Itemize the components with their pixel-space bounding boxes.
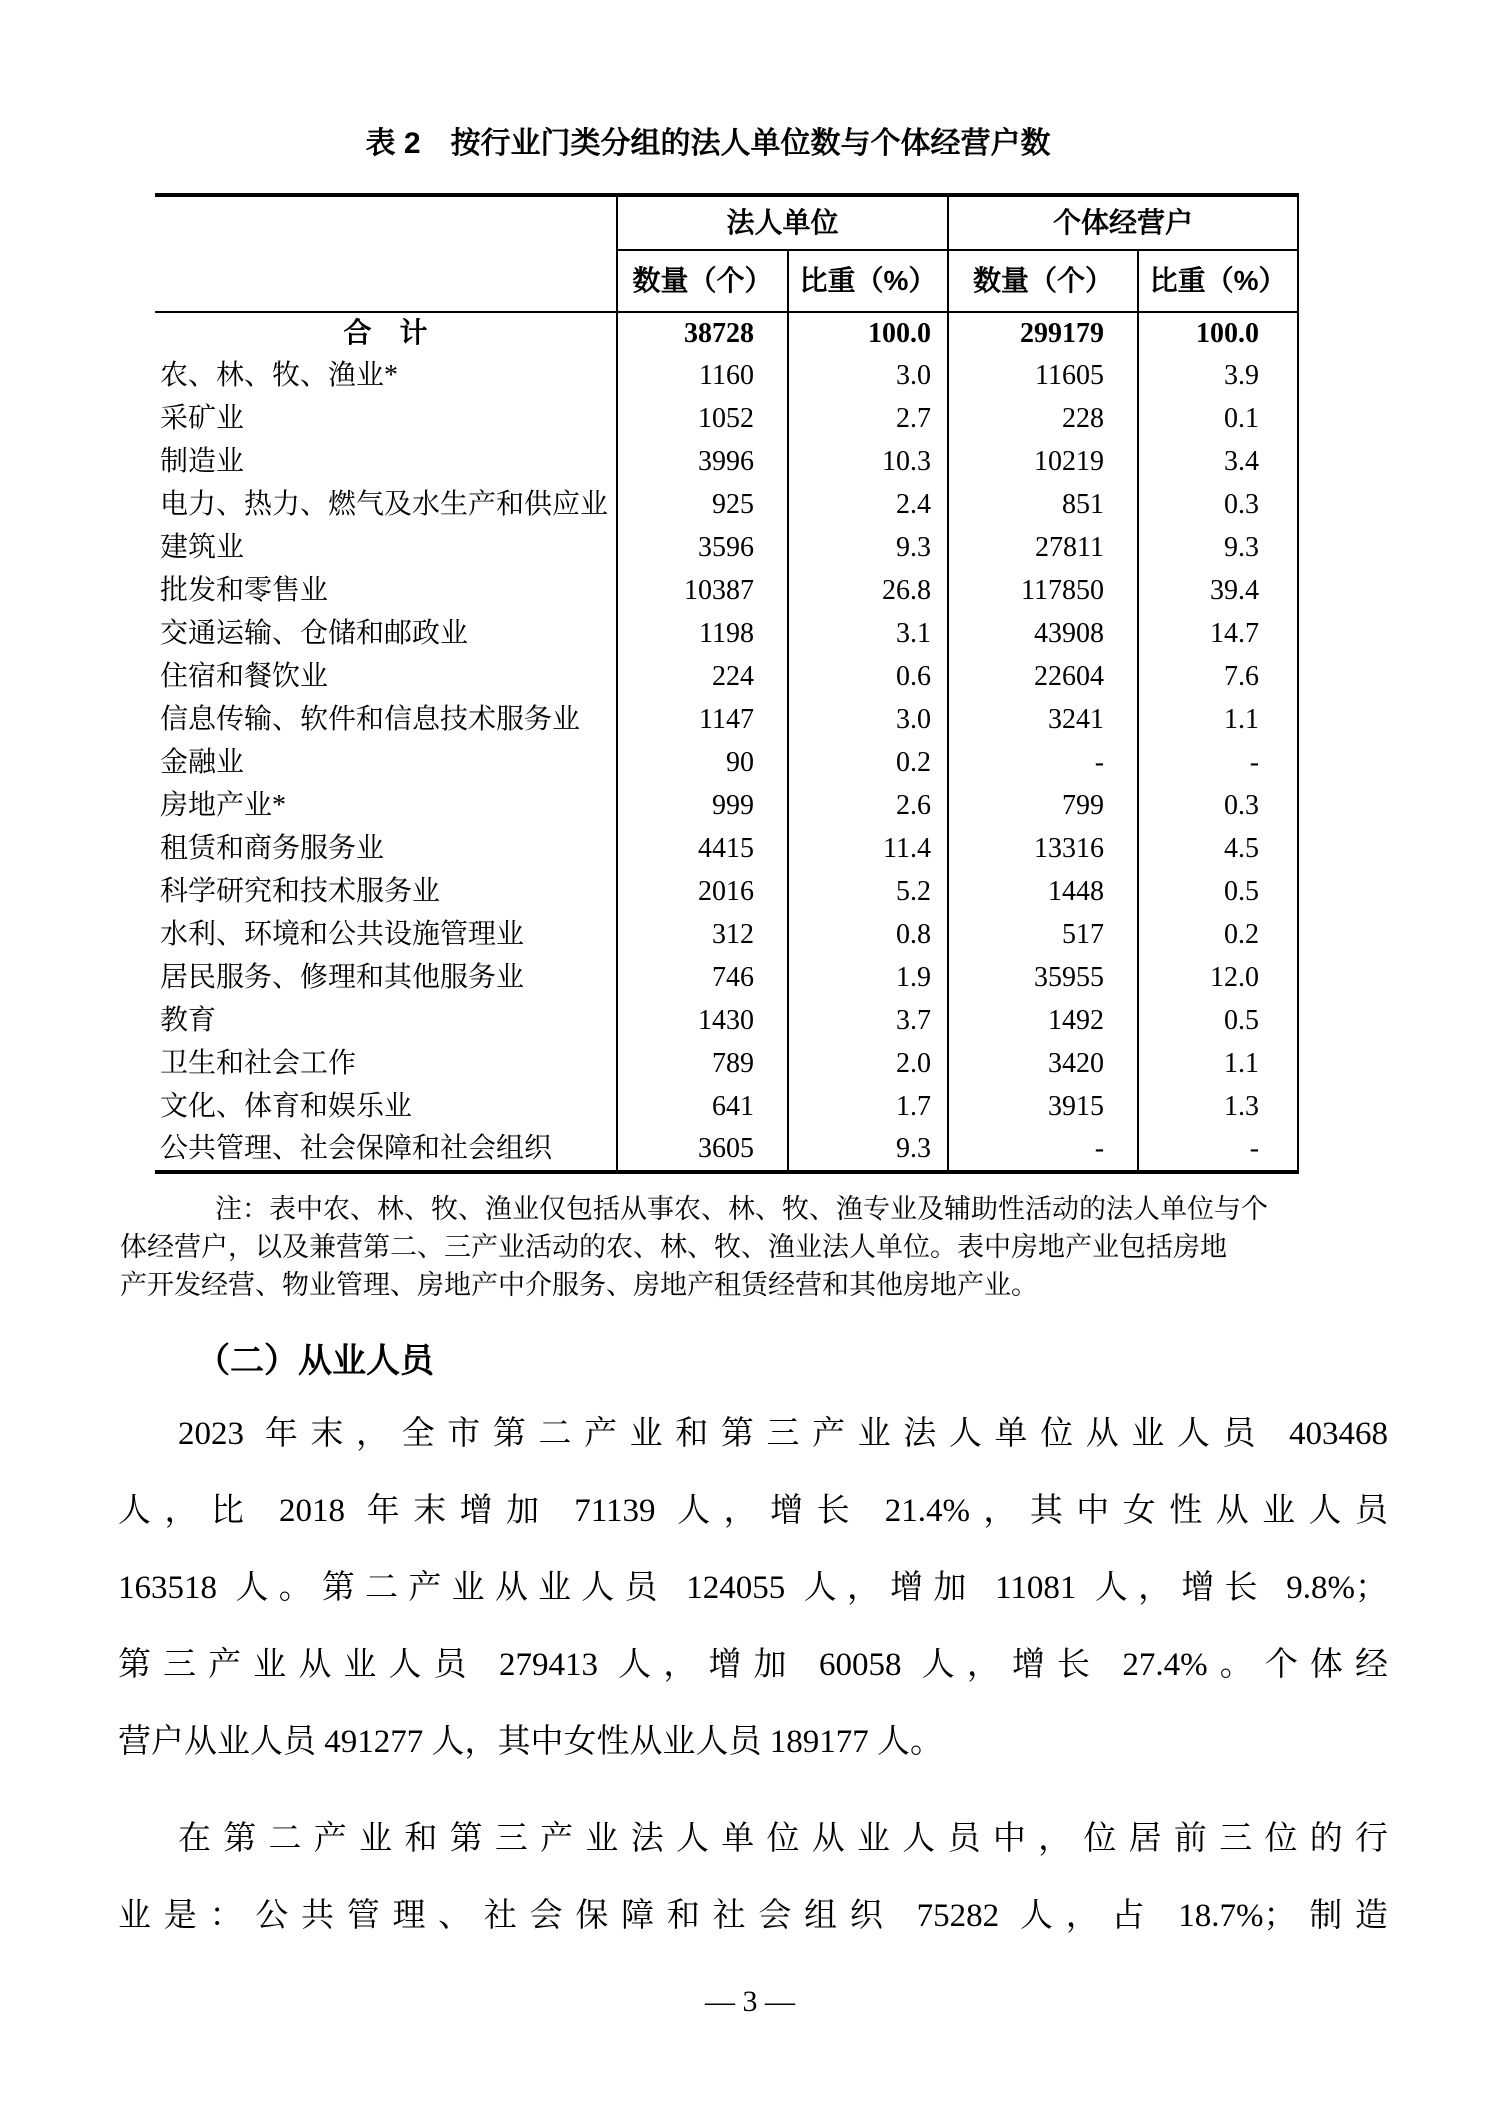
cell-value: 9.3	[788, 1129, 948, 1172]
cell-value: 2.6	[788, 785, 948, 828]
row-label: 住宿和餐饮业	[160, 661, 329, 693]
subheader-quantity-legal: 数量（个）	[617, 250, 788, 312]
table-row	[155, 355, 1298, 398]
subheader-share-individual: 比重（%）	[1138, 250, 1298, 312]
cell-value: 117850	[948, 570, 1138, 613]
table-row	[155, 312, 1298, 355]
row-label: 农、林、牧、渔业*	[160, 360, 399, 392]
table-row	[155, 441, 1298, 484]
cell-value: 925	[617, 484, 788, 527]
table-row	[155, 1086, 1298, 1129]
cell-value: 0.1	[1138, 398, 1298, 441]
cell-value: 999	[617, 785, 788, 828]
note-line: 注：表中农、林、牧、渔业仅包括从事农、林、牧、渔专业及辅助性活动的法人单位与个	[215, 1194, 1268, 1224]
cell-value: 26.8	[788, 570, 948, 613]
industry-table	[155, 193, 1299, 1174]
table-row	[155, 570, 1298, 613]
cell-value: 1430	[617, 1000, 788, 1043]
cell-value: 38728	[617, 312, 788, 355]
cell-value: 3.9	[1138, 355, 1298, 398]
table-row	[155, 785, 1298, 828]
cell-value: 3.4	[1138, 441, 1298, 484]
subheader-quantity-individual: 数量（个）	[948, 250, 1138, 312]
note-line: 体经营户，以及兼营第二、三产业活动的农、林、牧、渔业法人单位。表中房地产业包括房地	[120, 1232, 1227, 1262]
cell-value: 10387	[617, 570, 788, 613]
cell-value: 641	[617, 1086, 788, 1129]
cell-value: 0.6	[788, 656, 948, 699]
cell-value: 1147	[617, 699, 788, 742]
text-line: 163518 人。第二产业从业人员 124055 人，增加 11081 人，增长 9.8%；	[118, 1570, 1388, 1606]
cell-value: 1052	[617, 398, 788, 441]
table-row	[155, 957, 1298, 1000]
paragraph	[118, 1396, 1388, 1781]
cell-value: 1.3	[1138, 1086, 1298, 1129]
text-line: 第三产业从业人员 279413 人，增加 60058 人，增长 27.4%。个体经	[118, 1647, 1388, 1683]
cell-value: -	[948, 1129, 1138, 1172]
cell-value: 7.6	[1138, 656, 1298, 699]
cell-value: 0.5	[1138, 1000, 1298, 1043]
row-label: 房地产业*	[160, 790, 287, 822]
table-row	[155, 398, 1298, 441]
row-label: 科学研究和技术服务业	[160, 876, 441, 908]
cell-value: 11.4	[788, 828, 948, 871]
table-row	[155, 1000, 1298, 1043]
cell-value: 2016	[617, 871, 788, 914]
text-line: 人，比 2018 年末增加 71139 人，增长 21.4%，其中女性从业人员	[118, 1493, 1388, 1529]
cell-value: 10219	[948, 441, 1138, 484]
text-line: 在第二产业和第三产业法人单位从业人员中，位居前三位的行	[178, 1821, 1388, 1857]
table-row	[155, 914, 1298, 957]
cell-value: 224	[617, 656, 788, 699]
cell-value: 90	[617, 742, 788, 785]
cell-value: 0.3	[1138, 785, 1298, 828]
row-label: 信息传输、软件和信息技术服务业	[160, 704, 581, 736]
cell-value: 3420	[948, 1043, 1138, 1086]
section-paragraphs	[118, 1396, 1388, 1955]
table-header	[155, 195, 1298, 312]
row-label: 文化、体育和娱乐业	[160, 1091, 413, 1123]
cell-value: 39.4	[1138, 570, 1298, 613]
cell-value: 0.8	[788, 914, 948, 957]
table-row	[155, 527, 1298, 570]
cell-value: 27811	[948, 527, 1138, 570]
cell-value: 4.5	[1138, 828, 1298, 871]
cell-value: -	[1138, 742, 1298, 785]
row-label: 电力、热力、燃气及水生产和供应业	[160, 489, 609, 521]
row-label: 合 计	[343, 317, 428, 349]
cell-value: 517	[948, 914, 1138, 957]
cell-value: 3.0	[788, 355, 948, 398]
group-header-legal-units: 法人单位	[617, 195, 948, 250]
table-title: 表 2 按行业门类分组的法人单位数与个体经营户数	[365, 127, 1051, 160]
cell-value: 22604	[948, 656, 1138, 699]
cell-value: 299179	[948, 312, 1138, 355]
cell-value: 1160	[617, 355, 788, 398]
cell-value: 746	[617, 957, 788, 1000]
cell-value: 2.0	[788, 1043, 948, 1086]
text-line: 营户从业人员 491277 人，其中女性从业人员 189177 人。	[118, 1724, 943, 1760]
cell-value: 14.7	[1138, 613, 1298, 656]
cell-value: 851	[948, 484, 1138, 527]
row-label: 批发和零售业	[160, 575, 329, 607]
page-number: — 3 —	[705, 1985, 795, 2018]
text-line: 业是：公共管理、社会保障和社会组织 75282 人，占 18.7%；制造	[118, 1898, 1388, 1934]
table-row	[155, 1129, 1298, 1172]
row-label: 租赁和商务服务业	[160, 833, 385, 865]
table-row	[155, 656, 1298, 699]
table-row	[155, 742, 1298, 785]
table-row	[155, 1043, 1298, 1086]
note-line: 产开发经营、物业管理、房地产中介服务、房地产租赁经营和其他房地产业。	[120, 1270, 1038, 1300]
row-label: 卫生和社会工作	[160, 1048, 357, 1080]
row-label: 制造业	[160, 446, 245, 478]
cell-value: 1492	[948, 1000, 1138, 1043]
cell-value: 0.2	[1138, 914, 1298, 957]
row-label: 采矿业	[160, 403, 245, 435]
cell-value: 10.3	[788, 441, 948, 484]
cell-value: 3996	[617, 441, 788, 484]
cell-value: 789	[617, 1043, 788, 1086]
cell-value: 1448	[948, 871, 1138, 914]
table-note	[120, 1190, 1388, 1304]
cell-value: 0.3	[1138, 484, 1298, 527]
cell-value: 799	[948, 785, 1138, 828]
cell-value: 0.2	[788, 742, 948, 785]
table-row	[155, 828, 1298, 871]
table-row	[155, 699, 1298, 742]
cell-value: 9.3	[1138, 527, 1298, 570]
subheader-share-legal: 比重（%）	[788, 250, 948, 312]
cell-value: 11605	[948, 355, 1138, 398]
row-label: 交通运输、仓储和邮政业	[160, 618, 469, 650]
cell-value: 43908	[948, 613, 1138, 656]
cell-value: 9.3	[788, 527, 948, 570]
table-row	[155, 871, 1298, 914]
row-label: 居民服务、修理和其他服务业	[160, 962, 525, 994]
row-label: 水利、环境和公共设施管理业	[160, 919, 525, 951]
cell-value: 1.9	[788, 957, 948, 1000]
group-header-individual-businesses: 个体经营户	[948, 195, 1298, 250]
cell-value: 3605	[617, 1129, 788, 1172]
cell-value: 12.0	[1138, 957, 1298, 1000]
cell-value: -	[948, 742, 1138, 785]
cell-value: 312	[617, 914, 788, 957]
cell-value: 1.7	[788, 1086, 948, 1129]
corner-cell	[155, 195, 617, 312]
row-label: 教育	[160, 1005, 217, 1037]
cell-value: 4415	[617, 828, 788, 871]
cell-value: 5.2	[788, 871, 948, 914]
cell-value: 3915	[948, 1086, 1138, 1129]
row-label: 公共管理、社会保障和社会组织	[155, 1129, 617, 1172]
cell-value: 3.0	[788, 699, 948, 742]
text-line: 2023 年末，全市第二产业和第三产业法人单位从业人员 403468	[178, 1416, 1388, 1452]
cell-value: 3.7	[788, 1000, 948, 1043]
cell-value: 100.0	[1138, 312, 1298, 355]
row-label: 建筑业	[160, 532, 245, 564]
section-heading: （二）从业人员	[196, 1342, 434, 1380]
row-label: 金融业	[160, 747, 245, 779]
cell-value: -	[1138, 1129, 1298, 1172]
cell-value: 35955	[948, 957, 1138, 1000]
cell-value: 1.1	[1138, 1043, 1298, 1086]
cell-value: 100.0	[788, 312, 948, 355]
table-row	[155, 484, 1298, 527]
table-body	[155, 312, 1298, 1172]
cell-value: 1.1	[1138, 699, 1298, 742]
paragraph	[118, 1801, 1388, 1955]
cell-value: 3241	[948, 699, 1138, 742]
cell-value: 13316	[948, 828, 1138, 871]
cell-value: 228	[948, 398, 1138, 441]
cell-value: 1198	[617, 613, 788, 656]
cell-value: 0.5	[1138, 871, 1298, 914]
cell-value: 2.4	[788, 484, 948, 527]
cell-value: 2.7	[788, 398, 948, 441]
cell-value: 3596	[617, 527, 788, 570]
cell-value: 3.1	[788, 613, 948, 656]
table-row	[155, 613, 1298, 656]
